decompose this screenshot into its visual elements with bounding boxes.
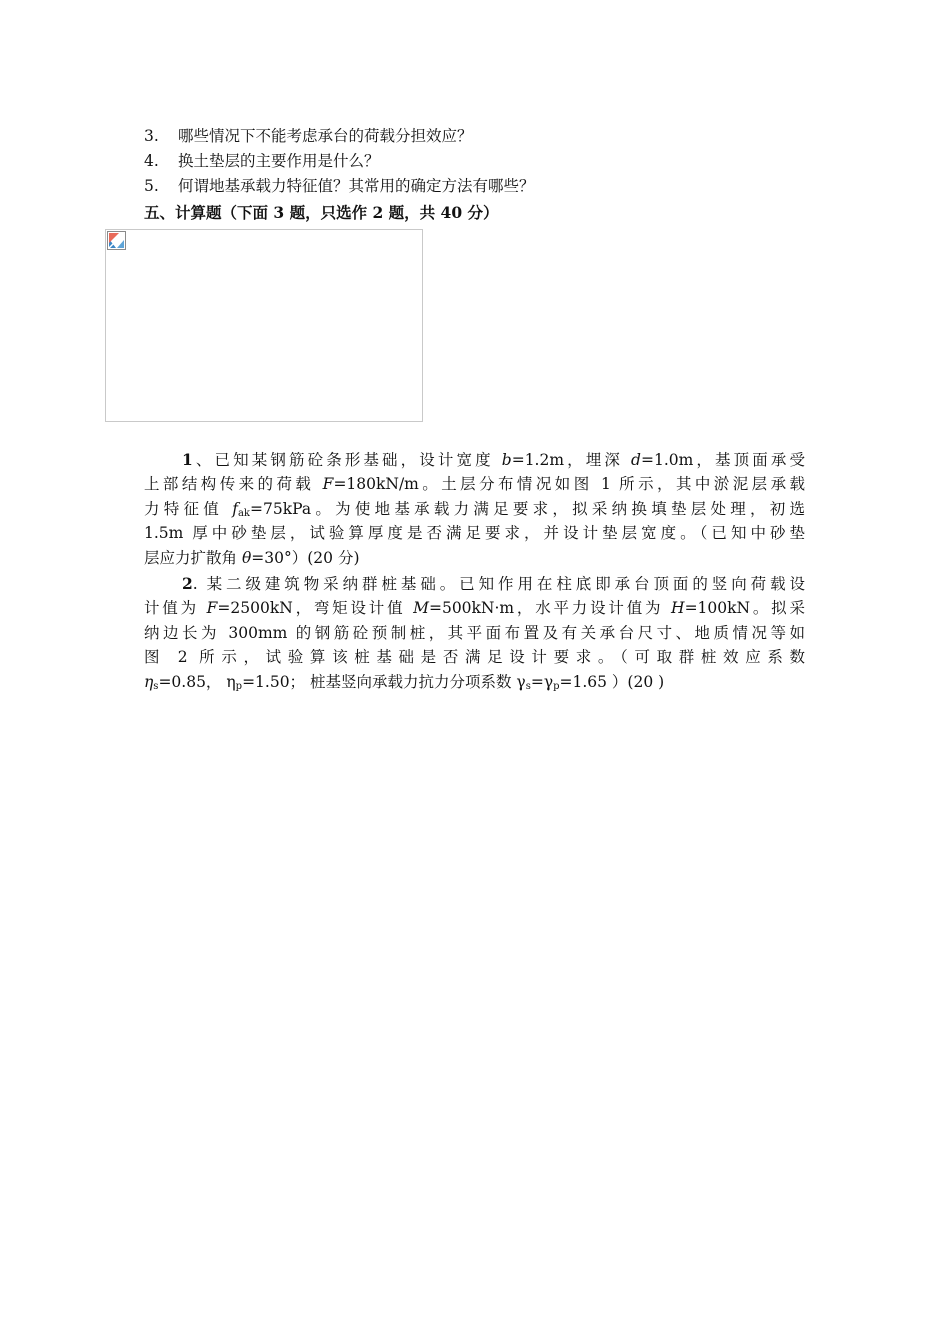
problem-1-line-4: 1.5m 厚中砂垫层，试验算厚度是否满足要求，并设计垫层宽度。（已知中砂垫 — [144, 524, 805, 543]
problem-2-line-3: 纳边长为 300mm 的钢筋砼预制桩，其平面布置及有关承台尺寸、地质情况等如 — [144, 623, 805, 642]
problem-2-line-2: 计值为 F=2500kN，弯矩设计值 M=500kN·m，水平力设计值为 H=100kN。拟采 — [144, 599, 805, 618]
broken-image-icon — [107, 231, 126, 250]
problem-1-line-1: 1、已知某钢筋砼条形基础，设计宽度 b=1.2m，埋深 d=1.0m，基顶面承受 — [182, 450, 805, 469]
problem-1 — [144, 448, 805, 570]
problem-1-line-2: 上部结构传来的荷载 F=180kN/m。土层分布情况如图 1 所示，其中淤泥层承载 — [144, 475, 805, 494]
question-number: 3. — [144, 127, 159, 145]
question-5 — [144, 174, 535, 198]
question-3 — [144, 124, 473, 148]
question-text: 换土垫层的主要作用是什么？ — [178, 152, 380, 170]
question-4 — [144, 149, 380, 173]
problem-2-line-4: 图 2 所示，试验算该桩基础是否满足设计要求。（可取群桩效应系数 — [144, 648, 805, 667]
problem-2-line-5: $\eta_s=0.85$， $\eta_p=1.50$； 桩基竖向承载力抗力分项系数 $\gamma_s=\gamma_p=1.65$ ）(20 ) — [144, 672, 665, 692]
question-number: 5. — [144, 177, 159, 195]
problem-2 — [144, 572, 805, 694]
question-number: 4. — [144, 152, 159, 170]
section-heading: 五、计算题（下面 3 题，只选作 2 题，共 40 分） — [144, 203, 499, 222]
question-text: 何谓地基承载力特征值？其常用的确定方法有哪些？ — [178, 177, 535, 195]
problem-1-line-3: 力特征值 $f_{ak}=75kPa$。为使地基承载力满足要求，拟采纳换填垫层处理，初选 — [144, 499, 805, 519]
figure-placeholder — [105, 229, 423, 422]
problem-2-line-1: 2. 某二级建筑物采纳群桩基础。已知作用在柱底即承台顶面的竖向荷载设 — [182, 574, 805, 593]
problem-1-line-5: 层应力扩散角 θ=30°）(20 分) — [144, 548, 360, 567]
question-text: 哪些情况下不能考虑承台的荷载分担效应？ — [178, 127, 473, 145]
